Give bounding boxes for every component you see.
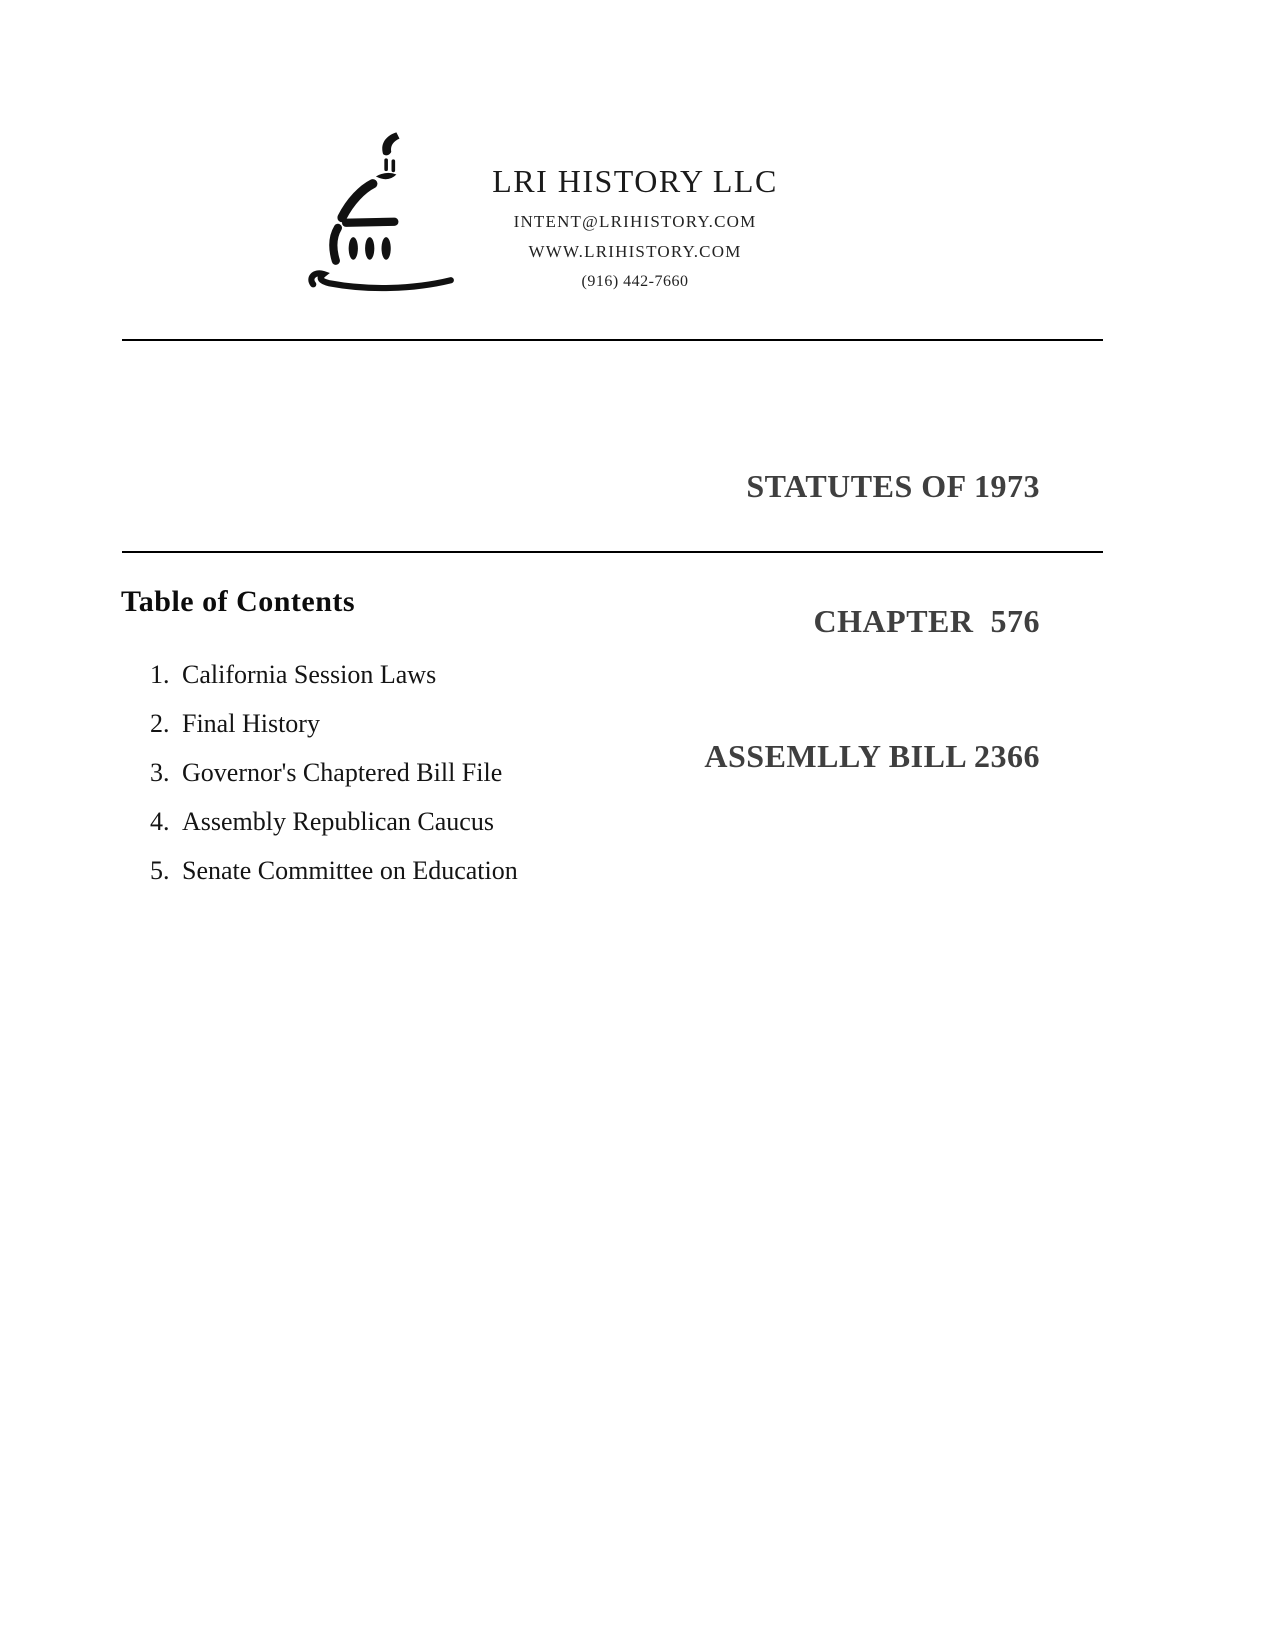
title-line-statutes: STATUTES OF 1973 xyxy=(746,468,1040,504)
horizontal-rule-top xyxy=(122,339,1103,341)
title-line-bill: ASSEMLLY BILL 2366 xyxy=(704,738,1040,774)
toc-item-label: Assembly Republican Caucus xyxy=(182,807,494,836)
company-phone: (916) 442-7660 xyxy=(581,273,689,290)
toc-item-label: Governor's Chaptered Bill File xyxy=(182,758,503,787)
toc-heading: Table of Contents xyxy=(121,585,356,618)
toc-item-number: 3. xyxy=(150,758,170,787)
toc-list xyxy=(150,661,518,906)
toc-item-label: Final History xyxy=(182,709,320,738)
toc-item-number: 1. xyxy=(150,660,170,689)
capitol-dome-logo-icon xyxy=(304,128,458,298)
toc-item-number: 2. xyxy=(150,709,170,738)
toc-item xyxy=(150,759,518,786)
letterhead xyxy=(455,164,815,290)
company-name: LRI HISTORY LLC xyxy=(492,163,778,199)
document-title-block xyxy=(704,374,1040,869)
toc-item-label: Senate Committee on Education xyxy=(182,856,518,885)
toc-item xyxy=(150,808,518,835)
toc-item xyxy=(150,661,518,688)
toc-item xyxy=(150,710,518,737)
toc-item-number: 4. xyxy=(150,807,170,836)
toc-item-label: California Session Laws xyxy=(182,660,437,689)
company-website: WWW.LRIHISTORY.COM xyxy=(528,242,742,261)
toc-item-number: 5. xyxy=(150,856,170,885)
title-line-chapter: CHAPTER 576 xyxy=(813,603,1040,639)
toc-item xyxy=(150,857,518,884)
company-email: INTENT@LRIHISTORY.COM xyxy=(513,212,757,231)
